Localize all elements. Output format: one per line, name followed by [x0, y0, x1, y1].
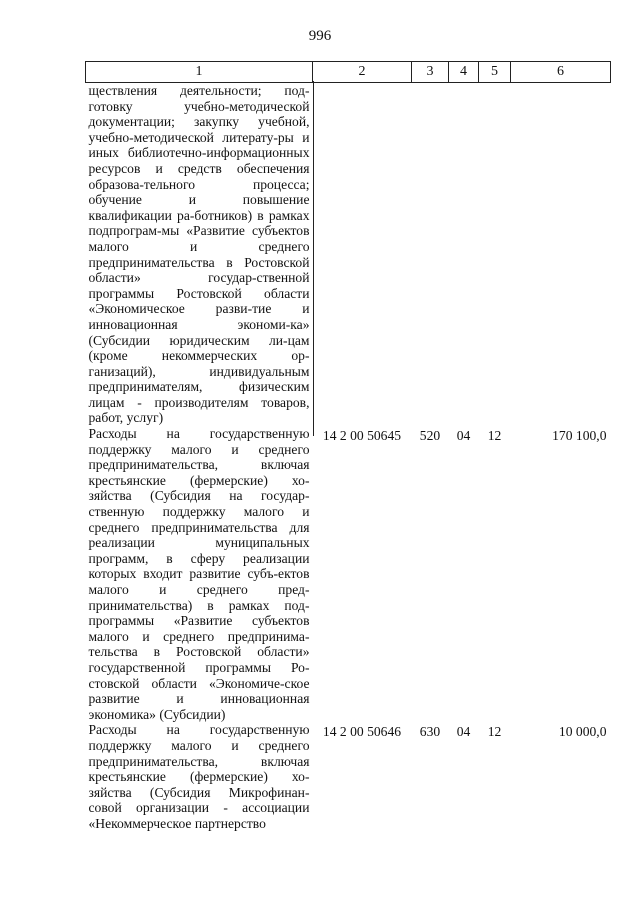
row-description: Расходы на государственную поддержку малого и среднего предпринимательства, включая крестьянские (фермерские) хо-зяйства (Субсидия Микрофинан-совой организации - ассоциации «Некоммерческое партнерство — [88, 722, 310, 831]
row-code: 14 2 00 50645 — [322, 428, 402, 444]
row-type: 520 — [419, 428, 441, 444]
table-header-row — [86, 62, 611, 83]
row-subsection: 12 — [487, 724, 502, 740]
budget-table — [85, 61, 611, 832]
row-code: 14 2 00 50646 — [322, 724, 402, 740]
row-type — [412, 83, 449, 427]
header-col-5: 5 — [479, 62, 511, 83]
row-subsection: 12 — [487, 428, 502, 444]
row-amount — [511, 83, 611, 427]
row-code — [313, 83, 412, 427]
row-subsection — [479, 83, 511, 427]
row-amount: 170 100,0 — [552, 428, 607, 444]
row-section: 04 — [456, 724, 471, 740]
table-row — [86, 83, 611, 427]
header-col-6: 6 — [511, 62, 611, 83]
table-row — [86, 722, 611, 831]
header-col-3: 3 — [412, 62, 449, 83]
header-col-4: 4 — [449, 62, 479, 83]
row-description: ществления деятельности; под-готовку учебно-методической документации; закупку учебной, учебно-методической литерату-ры и иных библиотечно-информационных ресурсов и средств обеспечения образова-тельного процесса; обучение и повышение квалификации ра-ботников) в рамках подпрограм-мы «Развитие субъектов малого и среднего предпринимательства в Ростовской области» государ-ственной программы Ростовской области «Экономическое разви-тие и инновационная экономи-ка» (Субсидии юридическим ли-цам (кроме некоммерческих ор-ганизаций), индивидуальным предпринимателям, физическим лицам - производителям товаров, работ, услуг) — [88, 83, 310, 426]
row-amount: 10 000,0 — [558, 724, 607, 740]
header-col-2: 2 — [313, 62, 412, 83]
header-col-1: 1 — [86, 62, 313, 83]
row-type: 630 — [419, 724, 441, 740]
row-description: Расходы на государственную поддержку малого и среднего предпринимательства, включая крестьянские (фермерские) хо-зяйства (Субсидия на государ-ственную поддержку малого и среднего предпринимательства для реализации муниципальных программ, в сферу реализации которых входит развитие субъ-ектов малого и среднего пред-принимательства) в рамках под-программы «Развитие субъектов малого и среднего предпринима-тельства в Ростовской области» государственной программы Ро-стовской области «Экономиче-ское развитие и инновационная экономика» (Субсидии) — [88, 426, 310, 722]
table-row — [86, 426, 611, 722]
row-section — [449, 83, 479, 427]
row-section: 04 — [456, 428, 471, 444]
page-number: 996 — [308, 28, 332, 44]
column-divider-line — [313, 81, 314, 436]
